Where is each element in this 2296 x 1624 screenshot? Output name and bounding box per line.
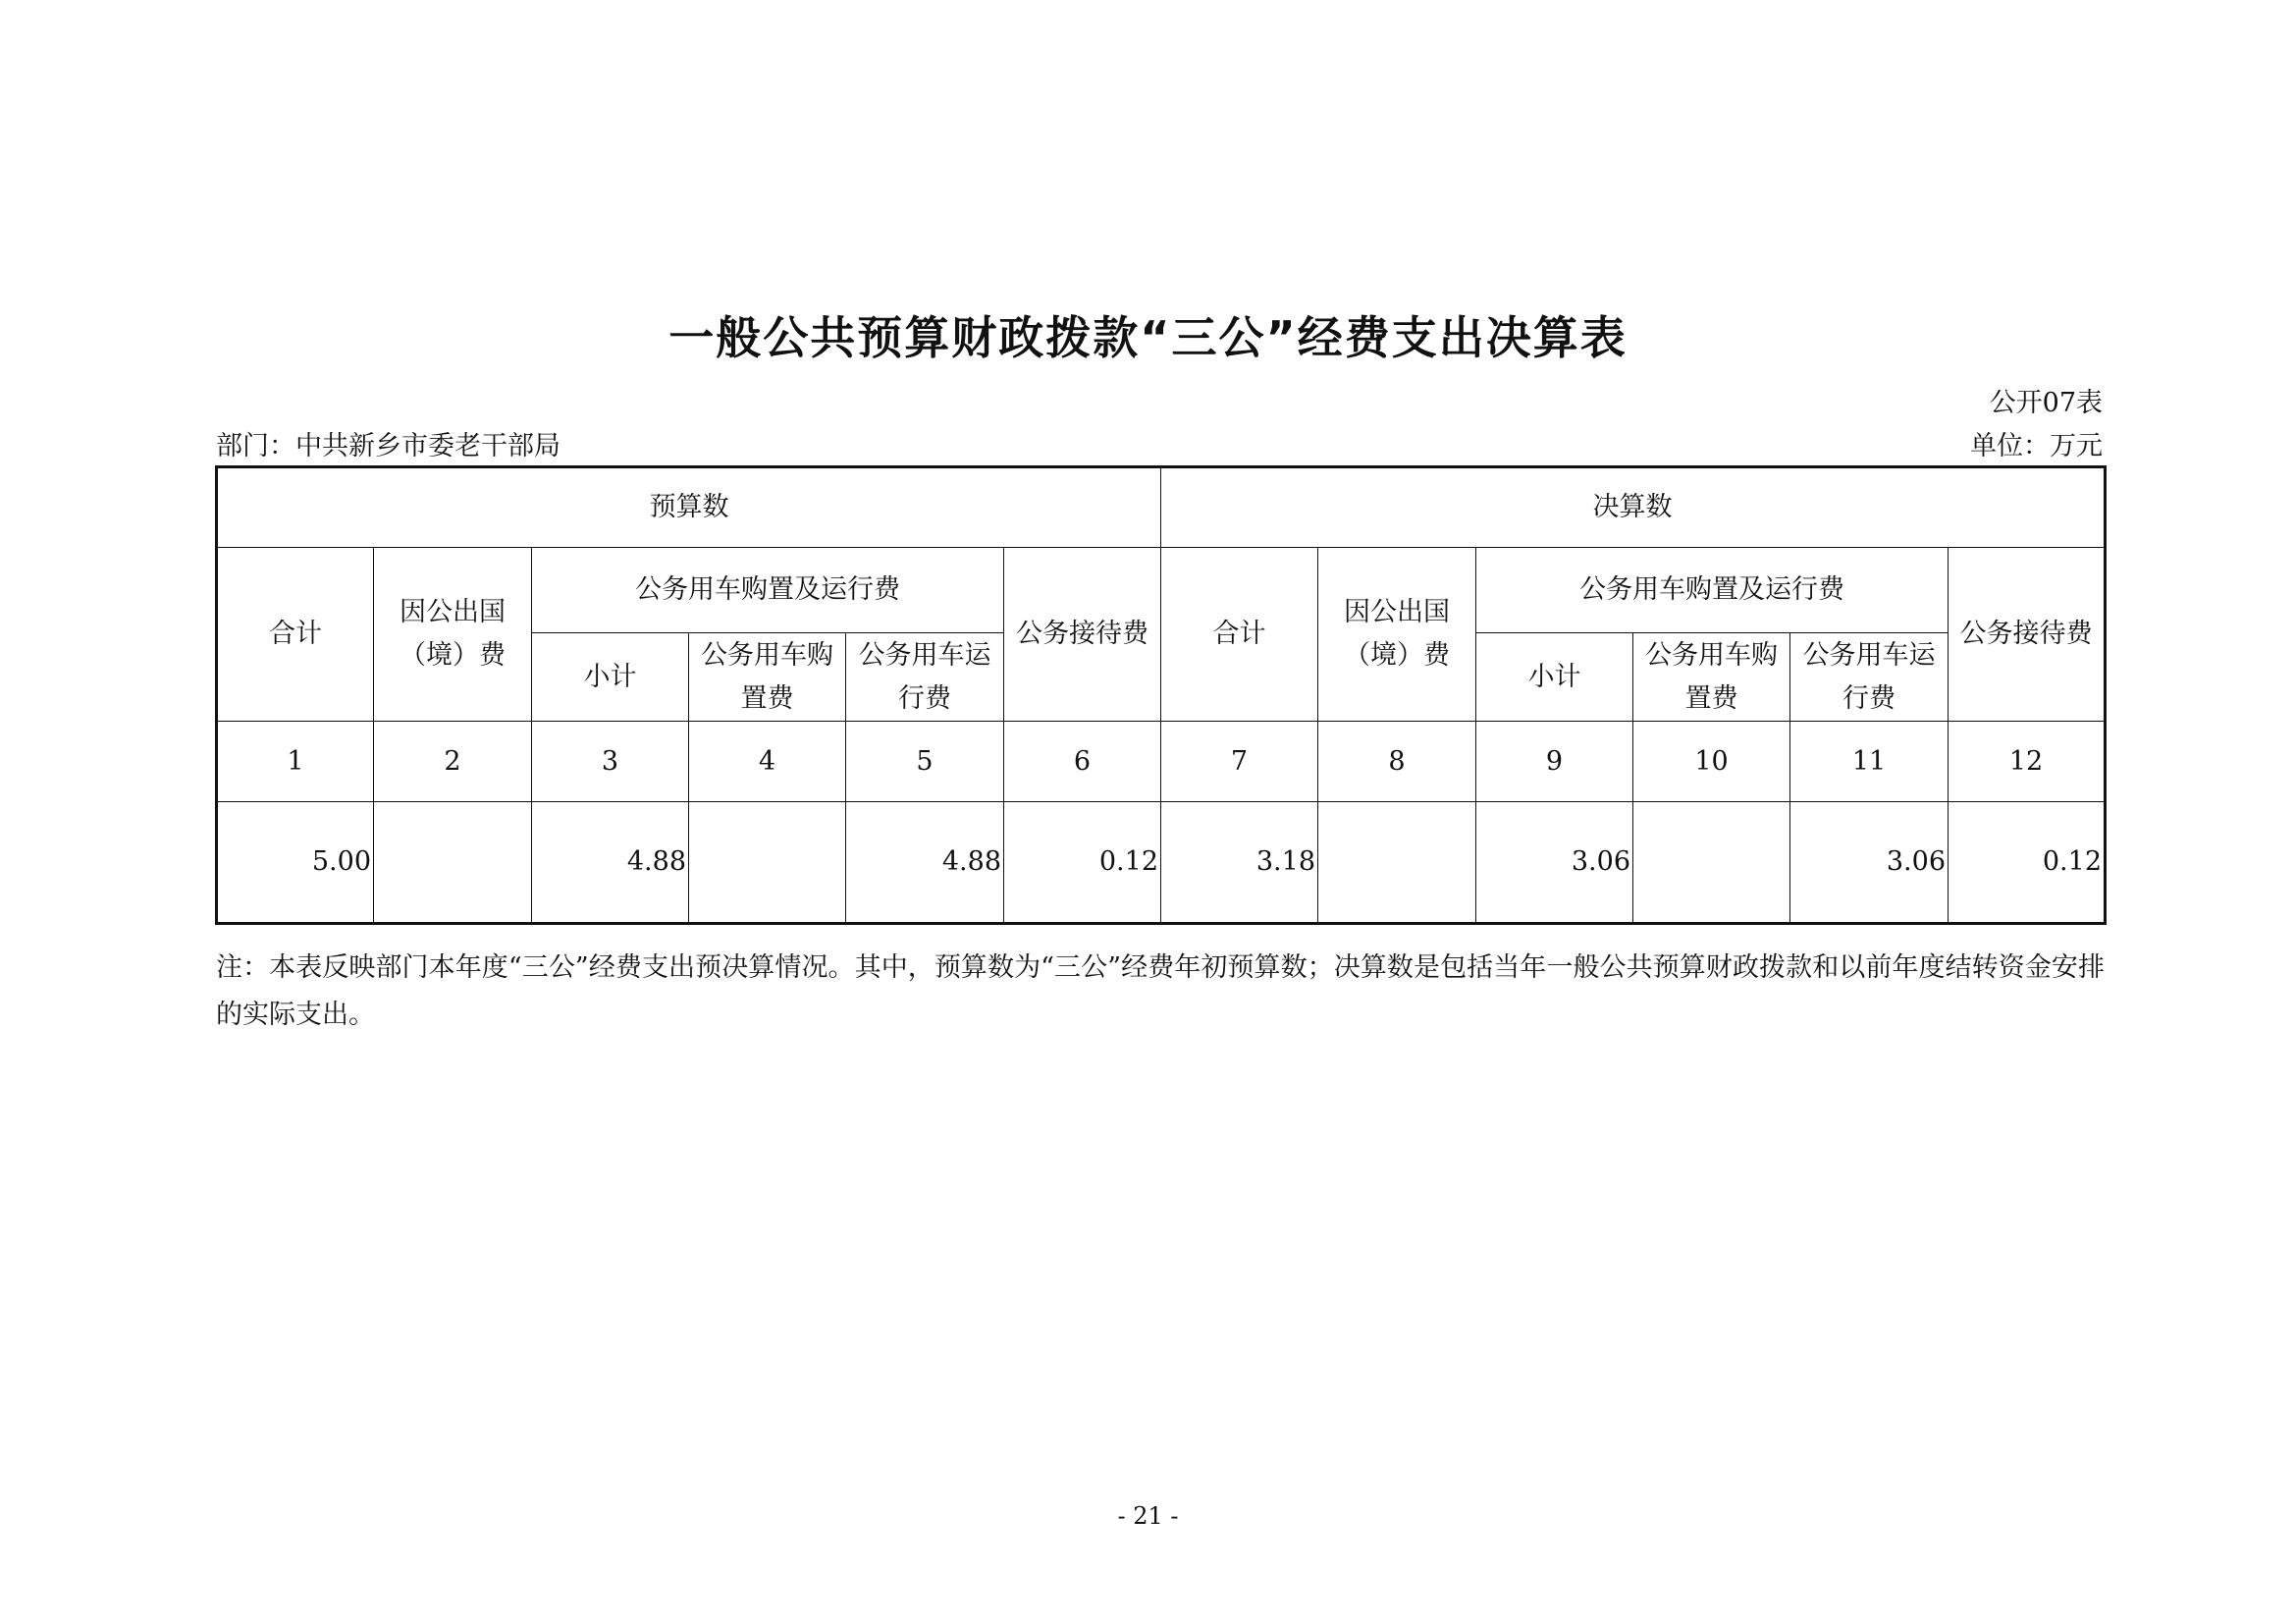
final-total-header: 合计 bbox=[1161, 548, 1318, 722]
final-group-header: 决算数 bbox=[1161, 467, 2106, 548]
budget-reception-value: 0.12 bbox=[1004, 802, 1161, 924]
column-index-cell: 4 bbox=[689, 722, 846, 802]
final-reception-header: 公务接待费 bbox=[1949, 548, 2106, 722]
final-vehicle-purchase-value bbox=[1633, 802, 1790, 924]
group-header-row bbox=[217, 467, 2106, 548]
budget-total-value: 5.00 bbox=[217, 802, 374, 924]
final-subtotal-value: 3.06 bbox=[1476, 802, 1633, 924]
budget-subtotal-value: 4.88 bbox=[532, 802, 689, 924]
final-vehicle-group-header: 公务用车购置及运行费 bbox=[1476, 548, 1949, 633]
column-index-cell: 5 bbox=[846, 722, 1004, 802]
final-vehicle-operation-value: 3.06 bbox=[1790, 802, 1949, 924]
final-reception-value: 0.12 bbox=[1949, 802, 2106, 924]
budget-abroad-value bbox=[374, 802, 532, 924]
column-index-row bbox=[217, 722, 2106, 802]
final-subtotal-header: 小计 bbox=[1476, 633, 1633, 722]
budget-vehicle-purchase-value bbox=[689, 802, 846, 924]
budget-group-header: 预算数 bbox=[217, 467, 1161, 548]
final-vehicle-operation-header: 公务用车运 行费 bbox=[1790, 633, 1949, 722]
budget-vehicle-operation-value: 4.88 bbox=[846, 802, 1004, 924]
budget-abroad-header: 因公出国 （境）费 bbox=[374, 548, 532, 722]
header-row-1 bbox=[217, 548, 2106, 633]
budget-subtotal-header: 小计 bbox=[532, 633, 689, 722]
column-index-cell: 1 bbox=[217, 722, 374, 802]
column-index-cell: 7 bbox=[1161, 722, 1318, 802]
unit-label: 单位：万元 bbox=[1970, 431, 2103, 461]
column-index-cell: 12 bbox=[1949, 722, 2106, 802]
column-index-cell: 10 bbox=[1633, 722, 1790, 802]
budget-vehicle-purchase-header: 公务用车购 置费 bbox=[689, 633, 846, 722]
data-row bbox=[217, 802, 2106, 924]
budget-reception-header: 公务接待费 bbox=[1004, 548, 1161, 722]
expense-table bbox=[215, 465, 2107, 925]
budget-total-header: 合计 bbox=[217, 548, 374, 722]
page-number: - 21 - bbox=[1117, 1502, 1179, 1530]
column-index-cell: 8 bbox=[1318, 722, 1476, 802]
budget-vehicle-operation-header: 公务用车运 行费 bbox=[846, 633, 1004, 722]
final-total-value: 3.18 bbox=[1161, 802, 1318, 924]
column-index-cell: 2 bbox=[374, 722, 532, 802]
final-vehicle-purchase-header: 公务用车购 置费 bbox=[1633, 633, 1790, 722]
column-index-cell: 6 bbox=[1004, 722, 1161, 802]
form-number: 公开07表 bbox=[1989, 388, 2103, 418]
page-title: 一般公共预算财政拨款“三公”经费支出决算表 bbox=[668, 311, 1628, 364]
final-abroad-value bbox=[1318, 802, 1476, 924]
footnote: 注：本表反映部门本年度“三公”经费支出预决算情况。其中，预算数为“三公”经费年初预算数；决算数是包括当年一般公共预算财政拨款和以前年度结转资金安排的实际支出。 bbox=[216, 952, 2105, 1030]
column-index-cell: 9 bbox=[1476, 722, 1633, 802]
column-index-cell: 3 bbox=[532, 722, 689, 802]
column-index-cell: 11 bbox=[1790, 722, 1949, 802]
budget-vehicle-group-header: 公务用车购置及运行费 bbox=[532, 548, 1004, 633]
final-abroad-header: 因公出国 （境）费 bbox=[1318, 548, 1476, 722]
department-label: 部门：中共新乡市委老干部局 bbox=[216, 431, 561, 461]
